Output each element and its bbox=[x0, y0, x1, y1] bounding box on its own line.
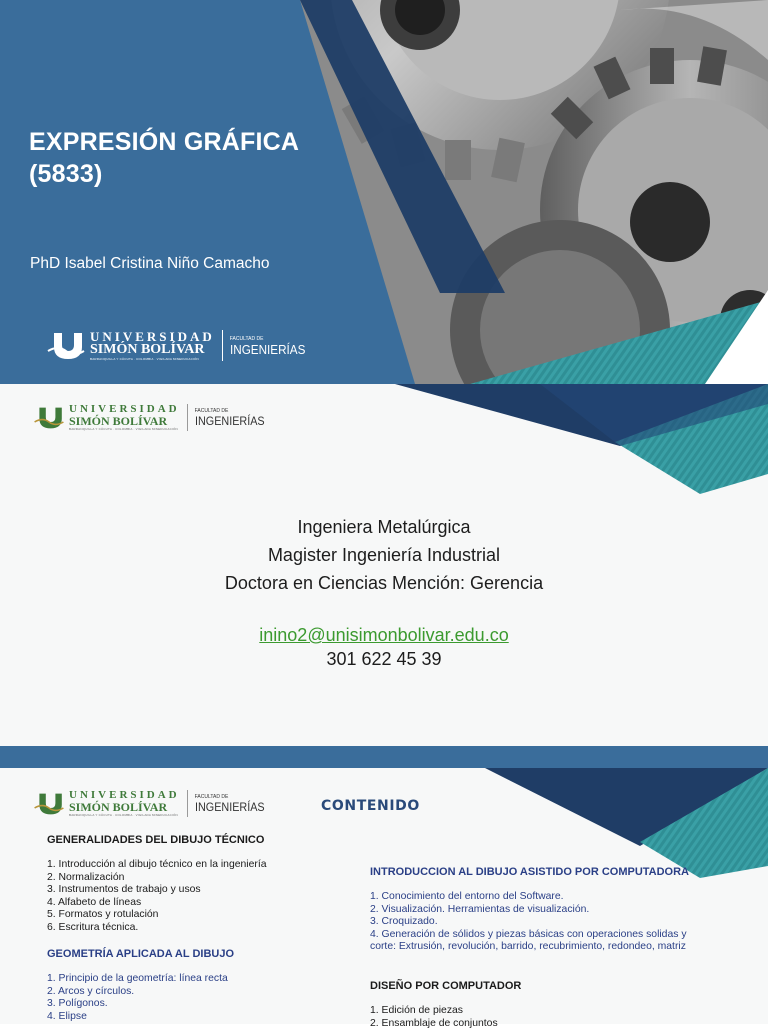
list-item: 2. Arcos y círculos. bbox=[47, 985, 135, 997]
faculty-small-label: FACULTAD DE bbox=[229, 335, 264, 342]
faculty-small-label: FACULTAD DE bbox=[194, 408, 229, 414]
university-tagline: BARRANQUILLA Y CÚCUTA · COLOMBIA · VIGILADA MINEDUCACIÓN bbox=[69, 813, 178, 817]
list-item: 3. Croquizado. bbox=[370, 916, 438, 928]
university-name-line1: UNIVERSIDAD bbox=[69, 403, 180, 415]
credential-line: Magister Ingeniería Industrial bbox=[267, 545, 501, 565]
title-slide bbox=[0, 0, 768, 384]
course-title bbox=[29, 126, 299, 190]
list-item: 3. Polígonos. bbox=[47, 998, 108, 1010]
logo-divider bbox=[187, 404, 188, 431]
course-code: (5833) bbox=[29, 160, 103, 188]
top-blue-band bbox=[0, 746, 768, 768]
university-tagline: BARRANQUILLA Y CÚCUTA · COLOMBIA · VIGILADA MINEDUCACIÓN bbox=[90, 357, 199, 361]
phone-number: 301 622 45 39 bbox=[326, 649, 442, 669]
list-item: 6. Escritura técnica. bbox=[47, 921, 139, 933]
credential-line: Doctora en Ciencias Mención: Gerencia bbox=[224, 573, 544, 593]
section-list-geometria bbox=[47, 973, 228, 1023]
list-item: corte: Extrusión, revolución, barrido, recubrimiento, redondeo, matriz bbox=[370, 941, 686, 953]
list-item: 5. Formatos y rotulación bbox=[47, 909, 159, 921]
gears-background-image bbox=[0, 0, 768, 384]
university-logo-small bbox=[33, 790, 272, 817]
section-title-generalidades: GENERALIDADES DEL DIBUJO TÉCNICO bbox=[47, 834, 265, 846]
university-tagline: BARRANQUILLA Y CÚCUTA · COLOMBIA · VIGILADA MINEDUCACIÓN bbox=[69, 427, 178, 431]
contents-heading: CONTENIDO bbox=[321, 798, 420, 814]
faculty-name: INGENIERÍAS bbox=[229, 341, 306, 357]
email-link[interactable]: inino2@unisimonbolivar.edu.co bbox=[259, 625, 509, 645]
university-emblem-icon bbox=[33, 406, 65, 430]
section-title-introduccion: INTRODUCCION AL DIBUJO ASISTIDO POR COMPUTADORA bbox=[370, 866, 690, 878]
university-logo-small bbox=[33, 404, 272, 431]
list-item: 4. Alfabeto de líneas bbox=[47, 896, 142, 908]
section-list-diseno bbox=[370, 1005, 498, 1030]
logo-divider bbox=[187, 790, 188, 817]
list-item: 1. Conocimiento del entorno del Software. bbox=[370, 891, 564, 902]
university-name-line1: UNIVERSIDAD bbox=[69, 789, 180, 801]
university-logo bbox=[46, 330, 314, 361]
section-title-diseno: DISEÑO POR COMPUTADOR bbox=[370, 980, 522, 992]
credential-line: Ingeniera Metalúrgica bbox=[297, 517, 471, 537]
contact-block bbox=[0, 623, 768, 671]
course-title-line1: EXPRESIÓN GRÁFICA bbox=[29, 128, 300, 156]
author-name: PhD Isabel Cristina Niño Camacho bbox=[30, 255, 270, 272]
university-name-line2: SIMÓN BOLÍVAR bbox=[90, 342, 205, 357]
section-title-geometria: GEOMETRÍA APLICADA AL DIBUJO bbox=[47, 948, 235, 960]
list-item: 1. Principio de la geometría: línea recta bbox=[47, 973, 228, 984]
credentials-block bbox=[0, 513, 768, 597]
logo-divider bbox=[222, 330, 223, 361]
section-list-introduccion bbox=[370, 891, 687, 954]
list-item: 3. Instrumentos de trabajo y usos bbox=[47, 884, 201, 896]
list-item: 1. Introducción al dibujo técnico en la ingeniería bbox=[47, 859, 267, 870]
list-item: 2. Normalización bbox=[47, 871, 125, 883]
list-item: 2. Ensamblaje de conjuntos bbox=[370, 1017, 498, 1029]
university-emblem-icon bbox=[33, 792, 65, 816]
list-item: 1. Edición de piezas bbox=[370, 1005, 463, 1016]
list-item: 2. Visualización. Herramientas de visualización. bbox=[370, 903, 590, 915]
university-name-line2: SIMÓN BOLÍVAR bbox=[69, 414, 168, 428]
list-item: 4. Generación de sólidos y piezas básicas con operaciones solidas y bbox=[370, 928, 687, 940]
faculty-name: INGENIERÍAS bbox=[194, 414, 265, 428]
faculty-small-label: FACULTAD DE bbox=[194, 794, 229, 800]
university-name-line1: UNIVERSIDAD bbox=[90, 329, 215, 344]
section-list-generalidades bbox=[47, 859, 267, 935]
university-emblem-icon bbox=[46, 331, 86, 361]
faculty-name: INGENIERÍAS bbox=[194, 800, 265, 814]
list-item: 4. Elipse bbox=[47, 1010, 87, 1022]
university-name-line2: SIMÓN BOLÍVAR bbox=[69, 800, 168, 814]
